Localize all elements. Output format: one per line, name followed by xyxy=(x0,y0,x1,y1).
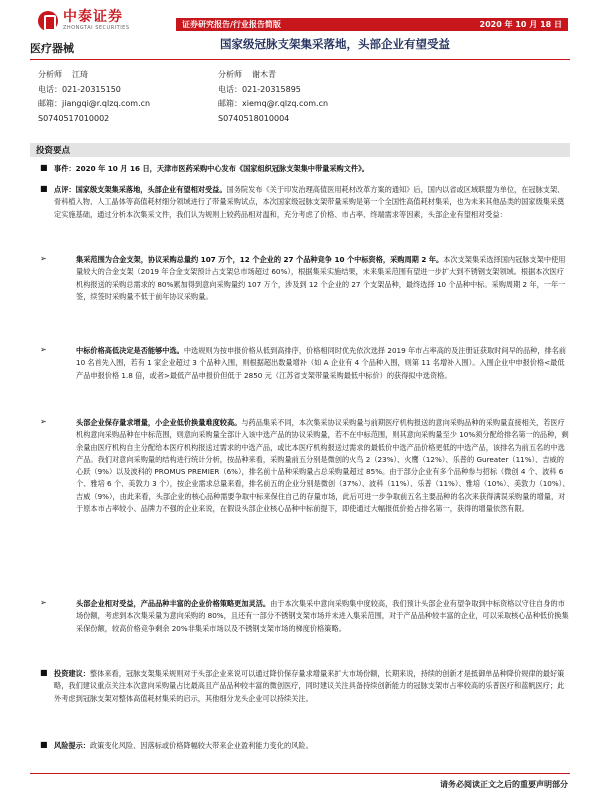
point-4-lead: 头部企业相对受益，产品品种丰富的企业价格策略更加灵活。 xyxy=(76,599,271,608)
event-paragraph xyxy=(54,163,570,175)
advice-lead: 投资建议： xyxy=(54,669,90,678)
company-logo xyxy=(38,10,130,31)
analyst-block-2 xyxy=(218,68,328,126)
report-type-label: 证券研究报告/行业报告简版 xyxy=(182,20,281,29)
comment-lead: 点评：国家级支架集采落地，头部企业有望相对受益。 xyxy=(54,185,227,194)
point-2-body: 中选规则为按申报价格从低到高排序，价格相同时优先依次选择 2019 年市占率高的及注册证获取时间早的品种，排名前 10 名首先入围，若有 1 家企业超过 3 个品种入围，则根据超出数量增补（如 A 企业有 4 个品种入围，则第 11 名增补入围）。入围企业中申报价格<最低产品申报价格 1.8 倍，或者>最低产品申报价但低于 2850 元（江苏省支架带量采购最低中标价）的获得拟中选资格。 xyxy=(76,346,567,380)
event-text: 事件：2020 年 10 月 16 日，天津市医药采购中心发布《国家组织冠脉支架集中带量采购文件》。 xyxy=(54,164,369,173)
bullet-icon: ■ xyxy=(40,184,48,193)
analyst-role: 分析师 xyxy=(38,70,62,79)
advice-paragraph xyxy=(54,668,570,705)
section-heading: 投资要点 xyxy=(30,143,570,157)
point-1-lead: 集采范围为合金支架，协议采购总量约 107 万个，12 个企业的 27 个品种竞争 10 个中标资格，采购周期 2 年。 xyxy=(76,255,444,264)
analyst-role: 分析师 xyxy=(218,70,242,79)
bullet-icon: ■ xyxy=(40,740,48,749)
report-title: 国家级冠脉支架集采落地，头部企业有望受益 xyxy=(220,37,450,51)
logo-chinese-name: 中泰证券 xyxy=(63,9,123,25)
logo-english-name: ZHONGTAI SECURITIES xyxy=(63,25,130,31)
arrow-bullet-icon: ➢ xyxy=(40,345,47,354)
footer-divider xyxy=(30,773,570,774)
point-4-body: 由于本次集采中意向采购集中度较高，我们预计头部企业有望争取到中标资格以守住自身的市场份额，考虑到本次集采量为意向采购的 80%，且还有一部分不锈钢支架市场并未进入集采范围，对于产品品种较丰富的企业，可以采取核心品种低价换集采保份额，较高价格竞争剩余 20%非集采市场以及不锈钢支架市场的梯度价格策略。 xyxy=(76,599,569,633)
analyst-block-1 xyxy=(38,68,150,126)
analyst-name: 江琦 xyxy=(72,70,88,79)
sector-label: 医疗器械 xyxy=(30,42,74,55)
point-4 xyxy=(76,598,570,635)
analyst-cert: S0740518010004 xyxy=(218,113,290,123)
report-header-bar xyxy=(176,18,568,31)
analyst-email[interactable]: 邮箱：jiangqi@r.qlzq.com.cn xyxy=(38,99,151,109)
report-date: 2020 年 10 月 18 日 xyxy=(479,20,562,29)
arrow-bullet-icon: ➢ xyxy=(40,254,47,263)
risk-lead: 风险提示： xyxy=(54,741,90,750)
point-3-body: 与药品集采不同，本次集采协议采购量与前期医疗机构报送的意向采购品种的采购量直接相关，若医疗机构意向采购品种在中标范围，则意向采购量全部计入该中选产品的协议采购量，若不在中标范围，则其意向采购量至少 10%须分配给排名第一的品种，剩余量由医疗机构自主分配给本医疗机构报送过需求的中选产品，或比本医疗机构报送过需求的最低价中选产品价格更低的中选产品，该排名为前五名的中选产品。我们对意向采购量的结构进行统计分析，按品种来看，采购量前五分别是微创的火鸟 2（23%）、火鹰（12%）、乐普的 Gureater（11%）、吉威的心跃（9%）以及波科的 PROMUS PREMIER（6%），排名前十品种采购量占总采购量超过 85%。由于部分企业有多个品种参与招标（微创 4 个、波科 6 个、雅培 6 个、美敦力 3 个），按企业需求总量来看，排名前五的企业分别是微创（37%）、波科（11%）、乐普（11%）、雅培（10%）、美敦力（10%）、吉威（9%），由此来看，头部企业的核心品种需要争取中标来保住自己的存量市场，此后可进一步争取前五名主要品种的名次来获得满误采购量的增量，对于原本市占率较小、品牌力不强的企业来说，在假设头部企业核心品种中标前提下，即使通过大幅报低价抢占排名第一，获得的增量依然有限。 xyxy=(76,418,570,514)
bullet-icon: ■ xyxy=(40,163,48,172)
analyst-cert: S0740517010002 xyxy=(38,113,110,123)
bullet-icon: ■ xyxy=(40,668,48,677)
analyst-email[interactable]: 邮箱：xiemq@r.qlzq.com.cn xyxy=(218,99,329,109)
arrow-bullet-icon: ➢ xyxy=(40,417,47,426)
header-divider xyxy=(30,59,570,60)
advice-body: 整体来看，冠脉支架集采规则对于头部企业来说可以通过降价保存量求增量来扩大市场份额，长期来说，持续的创新才是抵御单品种降价规律的最好策略，我们建议重点关注本次意向采购量占比最高且产品品种较丰富的微创医疗，同时建议关注具备持续创新能力的冠脉支架市占率较高的乐普医疗和蓝帆医疗；此外考虑到冠脉支架对整体高值耗材集采的启示，其他细分龙头企业可以持续关注。 xyxy=(54,669,565,703)
point-1 xyxy=(76,254,570,303)
analyst-phone: 电话：021-20315150 xyxy=(38,84,121,94)
comment-paragraph xyxy=(54,184,570,221)
footer-disclaimer: 请务必阅读正文之后的重要声明部分 xyxy=(440,780,568,789)
point-3 xyxy=(76,417,570,515)
point-1-body: 本次支架集采选择国内冠脉支架中使用量较大的合金支架（2019 年合金支架预计占支架总市场超过 60%），根据集采实施结果，未来集采范围有望进一步扩大到不锈钢支架领域。根据本次医疗机构报送的采购总需求的 80%累加得到意向采购量约 107 万个，涉及到 12 个企业的 27 个支架品种，最终选择 10 个品种中标。采购周期 2 年，一年一签，续签时采购量不低于前年协议采购量。 xyxy=(76,255,566,301)
risk-paragraph xyxy=(54,740,570,752)
point-3-lead: 头部企业保存量求增量，小企业低价换量难度较高。 xyxy=(76,418,242,427)
point-2-lead: 中标价格高低决定是否能够中选。 xyxy=(76,346,184,355)
arrow-bullet-icon: ➢ xyxy=(40,598,47,607)
point-2 xyxy=(76,345,570,382)
analyst-phone: 电话：021-20315895 xyxy=(218,84,301,94)
risk-body: 政策变化风险、因落标或价格降幅较大带来企业盈利能力变化的风险。 xyxy=(89,741,313,750)
analyst-name: 谢木青 xyxy=(252,70,276,79)
logo-mark-icon xyxy=(38,11,58,31)
comment-body: 国务院发布《关于印发治理高值医用耗材改革方案的通知》后，国内以省或区域联盟为单位，在冠脉支架、骨科植入物、人工晶体等高值耗材细分领域进行了带量采购试点，本次国家级冠脉支架带量采购是第一个全国性高值耗材集采，也为未来其他品类的国家级集采奠定实施基础，通过分析本次集采文件，我们认为规则上较药品相对温和，充分考虑了价格、市占率、终端需求等因素，头部企业有望相对受益： xyxy=(54,185,565,219)
